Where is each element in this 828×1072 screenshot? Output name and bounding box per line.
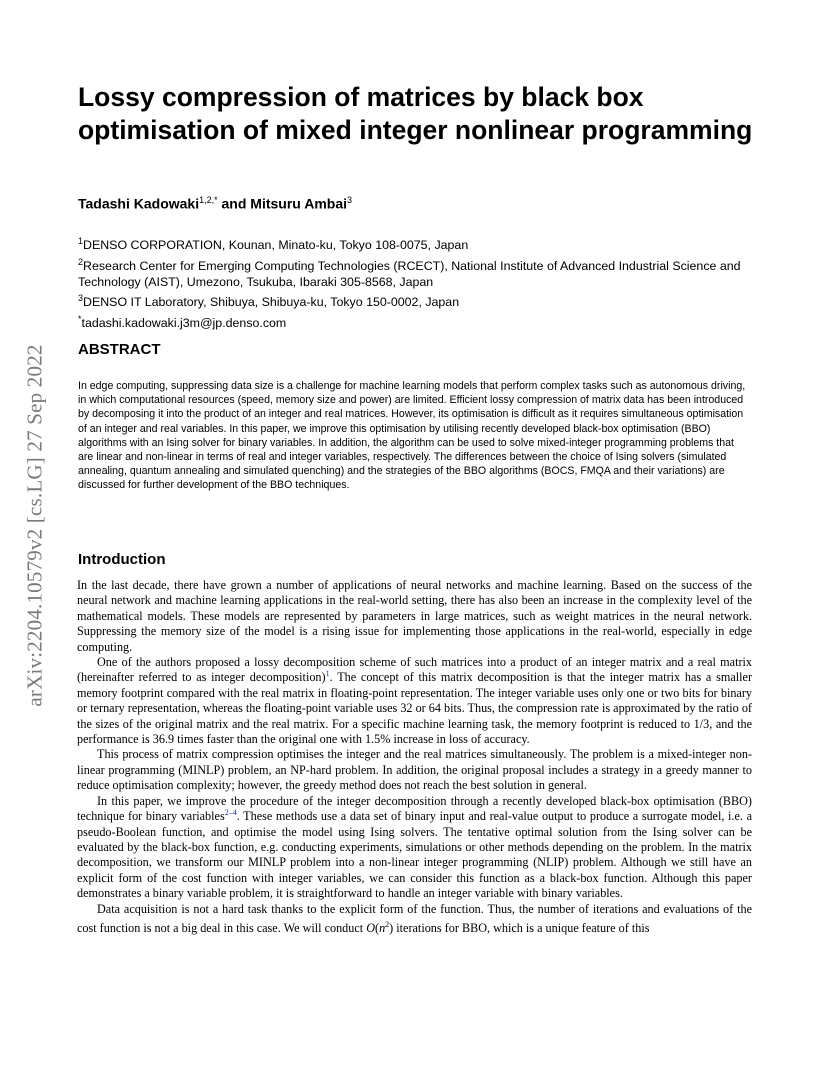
affiliation-mark: 2	[78, 256, 84, 267]
intro-paragraph-2	[77, 655, 752, 747]
abstract-heading: ABSTRACT	[78, 341, 161, 358]
intro-paragraph-1: In the last decade, there have grown a number of applications of neural networks and machine learning. Based on the success of the neural network and machine learning applications in the real-world setting, there has also been an increase in the complexity level of the mathematical models. These models are represented by parameters in large matrices, such as weight matrices in the neural network. Suppressing the memory size of the model is a rising issue for implementing those applications in the real-world, especially in edge computing.	[77, 578, 752, 654]
affiliation-text: DENSO CORPORATION, Kounan, Minato-ku, Tokyo 108-0075, Japan	[83, 238, 469, 253]
big-o-expression	[366, 921, 393, 935]
author-line	[78, 195, 352, 212]
abstract-text: In edge computing, suppressing data size is a challenge for machine learning models that perform complex tasks such as autonomous driving, in which computational resources (speed, memory size and power) are limited. Efficient lossy compression of matrix data has been introduced by decomposing it into the product of an integer and real matrices. However, its optimisation is difficult as it requires simultaneous optimisation of an integer and real variables. In this paper, we improve this optimisation by utilising recently developed black-box optimisation (BBO) algorithms with an Ising solver for binary variables. In addition, the algorithm can be used to solve mixed-integer programming problems that are linear and non-linear in terms of real and integer variables, respectively. The differences between the choice of Ising solvers (simulated annealing, quantum annealing and simulated quenching) and the strategies of the BBO algorithms (BOCS, FMQA and their variations) are discussed for further development of the BBO techniques.	[78, 380, 746, 492]
paragraph-text: One of the authors proposed a lossy decomposition scheme of such matrices into a product of an integer matrix and a real matrix (hereinafter referred to as integer decomposition)	[77, 655, 752, 685]
affiliation-mark: 1	[78, 236, 84, 246]
corresponding-email	[78, 311, 758, 332]
math-symbol: O	[366, 921, 376, 935]
affiliation-2	[78, 254, 758, 291]
citation-link[interactable]: 1	[325, 669, 330, 679]
affiliation-text: DENSO IT Laboratory, Shibuya, Shibuya-ku, Tokyo 150-0002, Japan	[83, 295, 460, 310]
intro-paragraph-3: This process of matrix compression optimises the integer and the real matrices simultaneously. The problem is a mixed-integer non-linear programming (MINLP) problem, an NP-hard problem. In addition, the original proposal includes a strategy in a greedy manner to reduce optimisation complexity; however, the greedy method does not reach the best solution in general.	[77, 747, 752, 793]
affiliation-1	[78, 233, 758, 254]
author-conjunction: and	[217, 195, 251, 212]
paragraph-text: iterations for BBO, which is a unique feature of this	[393, 921, 650, 935]
intro-paragraph-4	[77, 794, 752, 902]
math-paren: (	[375, 921, 380, 935]
paragraph-text: . These methods use a data set of binary input and real-value output to produce a surrogate model, i.e. a pseudo-Boolean function, and optimise the model using Ising solvers. The tentative optimal solution from the Ising solver can be evaluated by the black-box function, e.g. conducting experiments, simulations or other methods depending on the problem. In the matrix decomposition, we transform our MINLP problem into a non-linear integer programming (NLIP) problem. Although we still have an explicit form of the cost function with integer variables, we can consider this function as a black-box function. Although this paper demonstrates a binary variable problem, it is straightforward to handle an integer variable with binary variables.	[77, 809, 752, 901]
arxiv-identifier-stamp	[20, 290, 50, 760]
introduction-body	[77, 578, 756, 936]
affiliation-text: Research Center for Emerging Computing Technologies (RCECT), National Institute of Advanced Industrial Science and Technology (AIST), Umezono, Tsukuba, Ibaraki 305-8568, Japan	[78, 258, 741, 290]
introduction-heading: Introduction	[78, 551, 166, 568]
paper-title: Lossy compression of matrices by black box optimisation of mixed integer nonlinear programming	[78, 82, 753, 145]
paragraph-text: . The concept of this matrix decomposition is that the integer matrix has a smaller memory footprint compared with the real matrix in floating-point representation. The integer variable uses only one or two bits for binary or ternary representation, whereas the floating-point variable uses 32 or 64 bits. Thus, the compression rate is approximated by the ratio of the sizes of the original matrix and the real matrix. For a specific machine learning task, the memory footprint is reduced to 1/3, and the performance is 36.9 times faster than the original one with 1.5% increase in loss of accuracy.	[77, 670, 752, 747]
affiliation-mark: 3	[78, 293, 84, 304]
author-1-affiliation-marks: 1,2,*	[199, 195, 218, 205]
paragraph-text: In this paper, we improve the procedure of the integer decomposition through a recently developed black-box optimisation (BBO) technique for binary variables	[77, 793, 752, 824]
citation-link[interactable]: 2–4	[224, 808, 237, 818]
math-paren: )	[389, 921, 394, 935]
intro-paragraph-5	[77, 901, 756, 937]
math-variable: n	[379, 921, 386, 935]
affiliation-mark: *	[78, 314, 82, 324]
author-name-1: Tadashi Kadowaki	[78, 195, 200, 212]
affiliation-3	[78, 290, 758, 311]
affiliations-block	[78, 233, 758, 332]
arxiv-identifier-text: arXiv:2204.10579v2 [cs.LG] 27 Sep 2022	[22, 343, 47, 707]
author-2-affiliation-marks: 3	[347, 195, 353, 205]
paragraph-text: Data acquisition is not a hard task thanks to the explicit form of the function. Thus, the number of iterations and evaluations of the cost function is not a big deal in this case. We will conduct	[77, 901, 756, 935]
author-name-2: Mitsuru Ambai	[250, 195, 348, 212]
email-text[interactable]: tadashi.kadowaki.j3m@jp.denso.com	[81, 316, 287, 331]
math-exponent: 2	[385, 919, 390, 929]
